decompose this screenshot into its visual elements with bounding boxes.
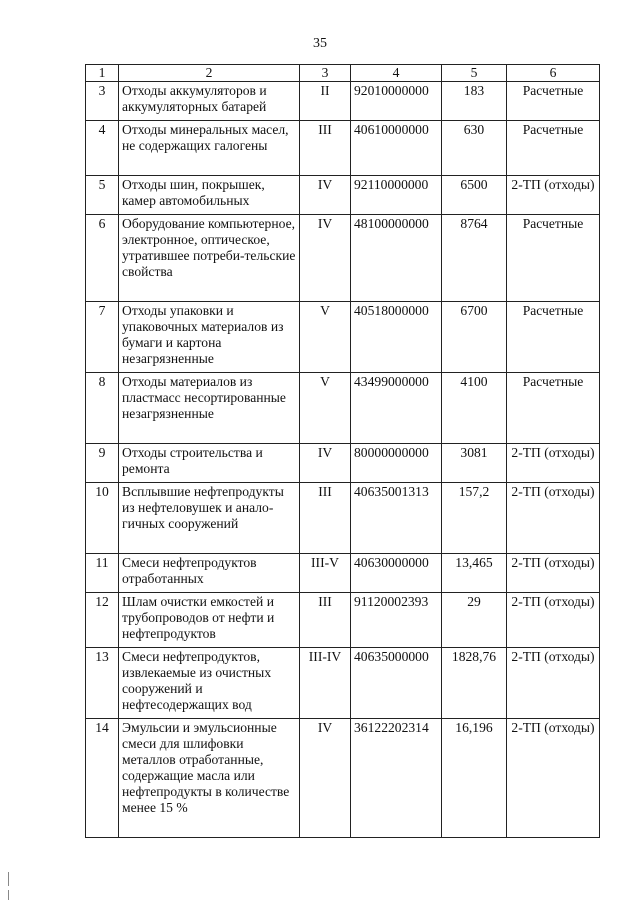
row-number-cell: 10 (86, 483, 119, 554)
row-number-cell: 11 (86, 554, 119, 593)
hazard-class-cell: II (300, 82, 351, 121)
hazard-class-cell: V (300, 302, 351, 373)
fkko-code-cell: 36122202314 (351, 719, 442, 838)
header-cell: 3 (300, 65, 351, 82)
row-number-cell: 14 (86, 719, 119, 838)
header-cell: 2 (119, 65, 300, 82)
hazard-class-cell: III-IV (300, 648, 351, 719)
waste-name-cell: Всплывшие нефтепродукты из нефтеловушек и анало-гичных сооружений (119, 483, 300, 554)
amount-cell: 630 (442, 121, 507, 176)
hazard-class-cell: V (300, 373, 351, 444)
data-source-cell: 2-ТП (отходы) (507, 554, 600, 593)
amount-cell: 13,465 (442, 554, 507, 593)
table-row (86, 483, 600, 554)
fkko-code-cell: 92110000000 (351, 176, 442, 215)
page-number: 35 (313, 36, 327, 51)
header-cell: 4 (351, 65, 442, 82)
fkko-code-cell: 48100000000 (351, 215, 442, 302)
data-source-cell: 2-ТП (отходы) (507, 444, 600, 483)
table-row (86, 215, 600, 302)
table-row (86, 444, 600, 483)
hazard-class-cell: IV (300, 719, 351, 838)
waste-name-cell: Смеси нефтепродуктов, извлекаемые из очистных сооружений и нефтесодержащих вод (119, 648, 300, 719)
waste-name-cell: Шлам очистки емкостей и трубопроводов от нефти и нефтепродуктов (119, 593, 300, 648)
row-number-cell: 5 (86, 176, 119, 215)
waste-name-cell: Отходы строительства и ремонта (119, 444, 300, 483)
fkko-code-cell: 43499000000 (351, 373, 442, 444)
fkko-code-cell: 92010000000 (351, 82, 442, 121)
table-row (86, 176, 600, 215)
table-row (86, 554, 600, 593)
row-number-cell: 12 (86, 593, 119, 648)
row-number-cell: 7 (86, 302, 119, 373)
header-cell: 1 (86, 65, 119, 82)
table-row (86, 648, 600, 719)
amount-cell: 157,2 (442, 483, 507, 554)
waste-name-cell: Отходы материалов из пластмасс несортированные незагрязненные (119, 373, 300, 444)
hazard-class-cell: III (300, 593, 351, 648)
amount-cell: 6700 (442, 302, 507, 373)
fkko-code-cell: 91120002393 (351, 593, 442, 648)
table-row (86, 719, 600, 838)
table-row (86, 82, 600, 121)
hazard-class-cell: IV (300, 444, 351, 483)
header-cell: 5 (442, 65, 507, 82)
waste-name-cell: Эмульсии и эмульсионные смеси для шлифовки металлов отработанные, содержащие масла или нефтепродукты в количестве менее 15 % (119, 719, 300, 838)
row-number-cell: 8 (86, 373, 119, 444)
row-number-cell: 13 (86, 648, 119, 719)
hazard-class-cell: III-V (300, 554, 351, 593)
fkko-code-cell: 40635000000 (351, 648, 442, 719)
table-row (86, 302, 600, 373)
data-source-cell: Расчетные (507, 121, 600, 176)
row-number-cell: 6 (86, 215, 119, 302)
amount-cell: 8764 (442, 215, 507, 302)
fkko-code-cell: 40518000000 (351, 302, 442, 373)
table-header-row (86, 65, 600, 82)
waste-table (85, 64, 600, 838)
amount-cell: 4100 (442, 373, 507, 444)
data-source-cell: Расчетные (507, 82, 600, 121)
amount-cell: 6500 (442, 176, 507, 215)
hazard-class-cell: IV (300, 176, 351, 215)
fkko-code-cell: 40630000000 (351, 554, 442, 593)
data-source-cell: 2-ТП (отходы) (507, 176, 600, 215)
data-source-cell: Расчетные (507, 215, 600, 302)
waste-name-cell: Смеси нефтепродуктов отработанных (119, 554, 300, 593)
scan-mark (8, 890, 9, 900)
amount-cell: 1828,76 (442, 648, 507, 719)
scan-mark (8, 872, 9, 886)
waste-name-cell: Отходы минеральных масел, не содержащих галогены (119, 121, 300, 176)
data-source-cell: 2-ТП (отходы) (507, 483, 600, 554)
data-source-cell: Расчетные (507, 302, 600, 373)
waste-name-cell: Оборудование компьютерное, электронное, оптическое, утратившее потреби-тельские свойства (119, 215, 300, 302)
amount-cell: 16,196 (442, 719, 507, 838)
data-source-cell: 2-ТП (отходы) (507, 593, 600, 648)
amount-cell: 3081 (442, 444, 507, 483)
data-source-cell: Расчетные (507, 373, 600, 444)
waste-name-cell: Отходы шин, покрышек, камер автомобильных (119, 176, 300, 215)
table-row (86, 593, 600, 648)
amount-cell: 29 (442, 593, 507, 648)
fkko-code-cell: 40635001313 (351, 483, 442, 554)
row-number-cell: 3 (86, 82, 119, 121)
header-cell: 6 (507, 65, 600, 82)
row-number-cell: 9 (86, 444, 119, 483)
row-number-cell: 4 (86, 121, 119, 176)
data-source-cell: 2-ТП (отходы) (507, 719, 600, 838)
table-row (86, 373, 600, 444)
table-row (86, 121, 600, 176)
fkko-code-cell: 80000000000 (351, 444, 442, 483)
waste-name-cell: Отходы упаковки и упаковочных материалов из бумаги и картона незагрязненные (119, 302, 300, 373)
hazard-class-cell: III (300, 483, 351, 554)
waste-name-cell: Отходы аккумуляторов и аккумуляторных батарей (119, 82, 300, 121)
hazard-class-cell: IV (300, 215, 351, 302)
hazard-class-cell: III (300, 121, 351, 176)
amount-cell: 183 (442, 82, 507, 121)
data-source-cell: 2-ТП (отходы) (507, 648, 600, 719)
fkko-code-cell: 40610000000 (351, 121, 442, 176)
